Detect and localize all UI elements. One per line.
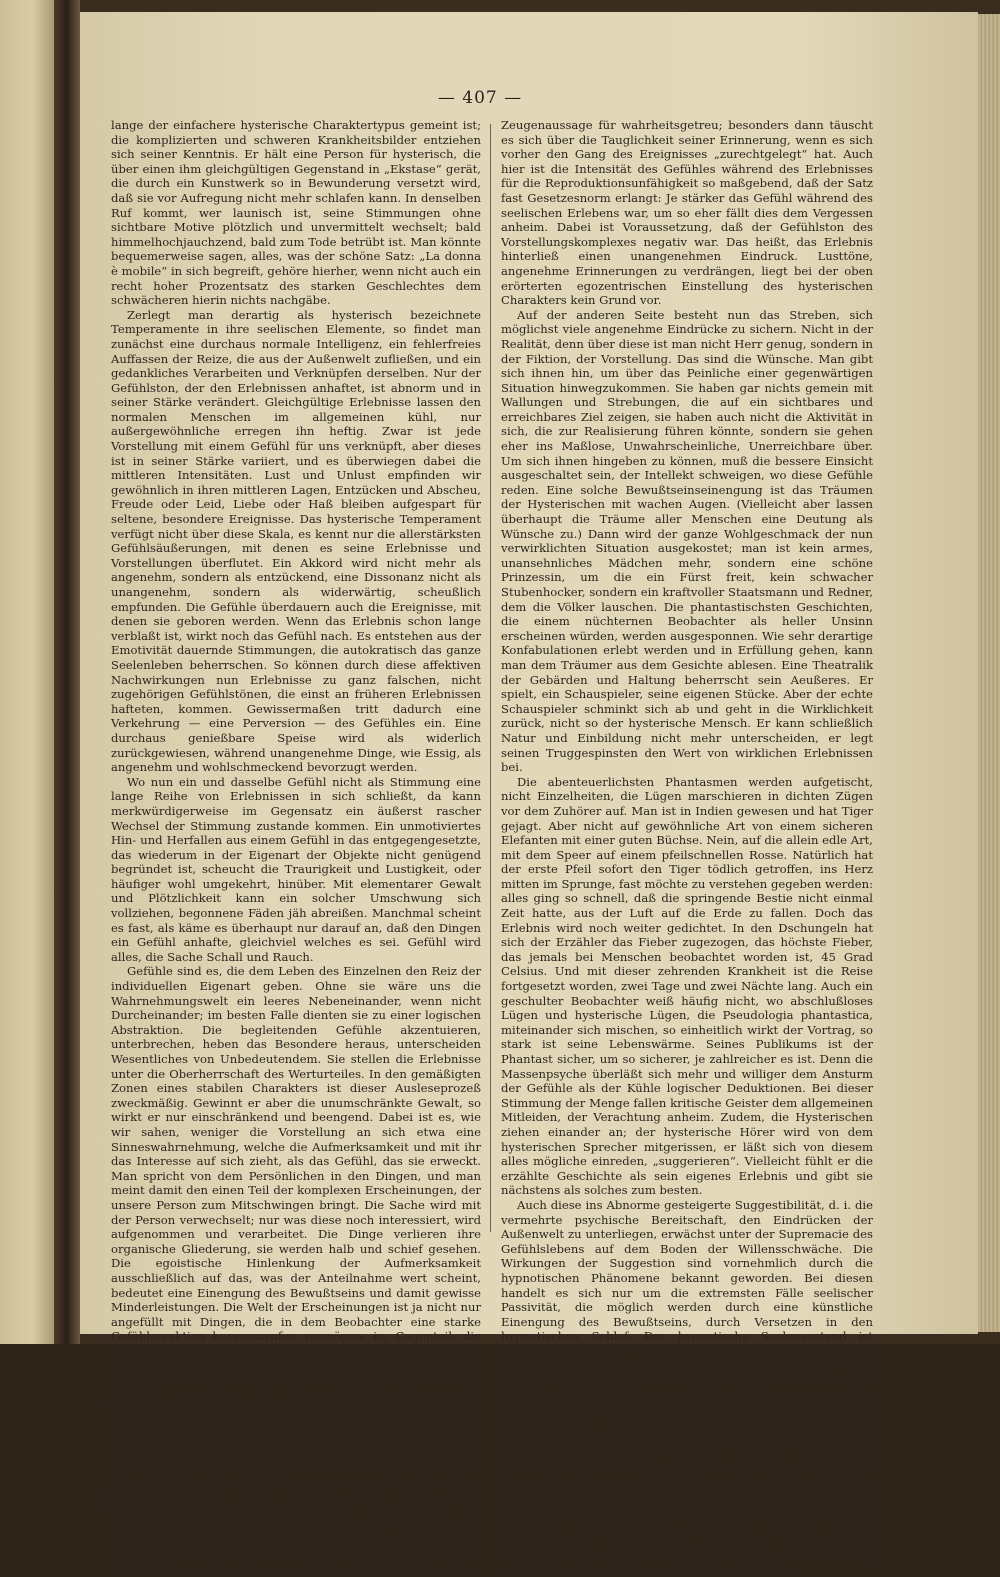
page-number: — 407 —: [437, 88, 523, 108]
paragraph: Auf der anderen Seite besteht nun das Streben, sich möglichst viele angenehme Eindrücke zu sichern. Nicht in der Realität, denn über diese ist man nicht Herr genug, sondern in der Fiktion, der Vorstellung. Das sind die Wünsche. Man gibt sich ihnen hin, um über das Peinliche einer gegenwärtigen Situation hinwegzukommen. Sie haben gar nichts gemein mit Wallungen und Strebungen, die auf ein sichtbares und erreichbares Ziel zeigen, sie haben auch nicht die Aktivität in sich, die zur Realisierung führen könnte, sondern sie gehen eher ins Maßlose, Unwahrscheinliche, Unerreichbare über. Um sich ihnen hingeben zu können, muß die bessere Einsicht ausgeschaltet sein, der Intellekt schweigen, wo diese Gefühle reden. Eine solche Bewußtseinseinengung ist das Träumen der Hysterischen mit wachen Augen. (Vielleicht aber lassen überhaupt die Träume aller Menschen eine Deutung als Wünsche zu.) Dann wird der ganze Wohlgeschmack der nun verwirklichten Situation ausgekostet; man ist kein armes, unansehnliches Mädchen mehr, sondern eine schöne Prinzessin, um die ein Fürst freit, kein schwacher Stubenhocker, sondern ein kraftvoller Staatsmann und Redner, dem die Völker lauschen. Die phantastischsten Geschichten, die einem nüchternen Beobachter als heller Unsinn erscheinen würden, werden ausgesponnen. Wie sehr derartige Konfabulationen erlebt werden und in Erfüllung gehen, kann man dem Träumer aus dem Gesichte ablesen. Eine Theatralik der Gebärden und Haltung beherrscht sein Aeußeres. Er spielt, ein Schauspieler, seine eigenen Stücke. Aber der echte Schauspieler schminkt sich ab und geht in die Wirklichkeit zurück, nicht so der hysterische Mensch. Er kann schließlich Natur und Einbildung nicht mehr unterscheiden, er legt seinen Truggespinsten den Wert von wirklichen Erlebnissen bei.: [501, 307, 873, 775]
text-column-right: [501, 118, 873, 1577]
facing-page-edge: [0, 0, 54, 1344]
page-stack-edge: [978, 14, 1000, 1332]
paragraph: lange der einfachere hysterische Charaktertypus gemeint ist; die komplizierten und schweren Krankheitsbilder entziehen sich seiner Kenntnis. Er hält eine Person für hysterisch, die über einen ihm gleichgültigen Gegenstand in „Ekstase“ gerät, die durch ein Kunstwerk so in Bewunderung versetzt wird, daß sie vor Aufregung nicht mehr schlafen kann. In denselben Ruf kommt, wer launisch ist, seine Stimmungen ohne sichtbare Motive plötzlich und unvermittelt wechselt; bald himmelhochjauchzend, bald zum Tode betrübt ist. Man könnte bequemerweise sagen, alles, was der schöne Satz: „La donna è mobile“ in sich begreift, gehöre hierher, wenn nicht auch ein recht hoher Prozentsatz des starken Geschlechtes dem schwächeren hierin nichts nachgäbe.: [111, 118, 481, 308]
text-column-left: [111, 118, 481, 1577]
paragraph: Die abenteuerlichsten Phantasmen werden aufgetischt, nicht Einzelheiten, die Lügen marschieren in dichten Zügen vor dem Zuhörer auf. Man ist in Indien gewesen und hat Tiger gejagt. Aber nicht auf gewöhnliche Art von einem sicheren Elefanten mit einer guten Büchse. Nein, auf die allein edle Art, mit dem Speer auf einem pfeilschnellen Rosse. Natürlich hat der erste Pfeil sofort den Tiger tödlich getroffen, ins Herz mitten im Sprunge, fast möchte zu verstehen gegeben werden: alles ging so schnell, daß die springende Bestie nicht einmal Zeit hatte, aus der Luft auf die Erde zu fallen. Doch das Erlebnis wird noch weiter gedichtet. In den Dschungeln hat sich der Erzähler das Fieber zugezogen, das höchste Fieber, das jemals bei Menschen beobachtet worden ist, 45 Grad Celsius. Und mit dieser zehrenden Krankheit ist die Reise fortgesetzt worden, zwei Tage und zwei Nächte lang. Auch ein geschulter Beobachter weiß häufig nicht, wo abschlußloses Lügen und hysterische Lügen, die Pseudologia phantastica, miteinander sich mischen, so einheitlich wirkt der Vortrag, so stark ist seine Lebenswärme. Seines Publikums ist der Phantast sicher, um so sicherer, je zahlreicher es ist. Denn die Massenpsyche überläßt sich mehr und williger dem Ansturm der Gefühle als der Kühle logischer Deduktionen. Bei dieser Stimmung der Menge fallen kritische Geister dem allgemeinen Mitleiden, der Verachtung anheim. Zudem, die Hysterischen ziehen einander an; der hysterische Hörer wird von dem hysterischen Sprecher mitgerissen, er läßt sich von diesem alles mögliche einreden, „suggerieren“. Vielleicht fühlt er die erzählte Geschichte als sein eigenes Erlebnis und gibt sie nächstens als solches zum besten.: [501, 774, 873, 1198]
book-gutter: [54, 0, 80, 1344]
paragraph: Zeugenaussage für wahrheitsgetreu; besonders dann täuscht es sich über die Tauglichkeit seiner Erinnerung, wenn es sich vorher den Gang des Ereignisses „zurechtgelegt“ hat. Auch hier ist die Intensität des Gefühles während des Erlebnisses für die Reproduktionsunfähigkeit so maßgebend, daß der Satz fast Gesetzesnorm erlangt: Je stärker das Gefühl während des seelischen Erlebens war, um so eher fällt dies dem Vergessen anheim. Dabei ist Voraussetzung, daß der Gefühlston des Vorstellungskomplexes negativ war. Das heißt, das Erlebnis hinterließ einen unangenehmen Eindruck. Lusttöne, angenehme Erinnerungen zu verdrängen, liegt bei der oben erörterten egozentrischen Einstellung des hysterischen Charakters kein Grund vor.: [501, 118, 873, 308]
paragraph: Zerlegt man derartig als hysterisch bezeichnete Temperamente in ihre seelischen Elemente, so findet man zunächst eine durchaus normale Intelligenz, ein fehlerfreies Auffassen der Reize, die aus der Außenwelt zufließen, und ein gedankliches Verarbeiten und Verknüpfen derselben. Nur der Gefühlston, der den Erlebnissen anhaftet, ist abnorm und in seiner Stärke verändert. Gleichgültige Erlebnisse lassen den normalen Menschen im allgemeinen kühl, nur außergewöhnliche erregen ihn heftig. Zwar ist jede Vorstellung mit einem Gefühl für uns verknüpft, aber dieses ist in seiner Stärke variiert, und es überwiegen dabei die mittleren Intensitäten. Lust und Unlust empfinden wir gewöhnlich in ihren mittleren Lagen, Entzücken und Abscheu, Freude oder Leid, Liebe oder Haß bleiben aufgespart für seltene, besondere Ereignisse. Das hysterische Temperament verfügt nicht über diese Skala, es kennt nur die allerstärksten Gefühlsäußerungen, mit denen es seine Erlebnisse und Vorstellungen überflutet. Ein Akkord wird nicht mehr als angenehm, sondern als entzückend, eine Dissonanz nicht als unangenehm, sondern als widerwärtig, scheußlich empfunden. Die Gefühle überdauern auch die Ereignisse, mit denen sie geboren werden. Wenn das Erlebnis schon lange verblaßt ist, wirkt noch das Gefühl nach. Es entstehen aus der Emotivität dauernde Stimmungen, die autokratisch das ganze Seelenleben beherrschen. So können durch diese affektiven Nachwirkungen nun Erlebnisse zu ganz falschen, nicht zugehörigen Gefühlstönen, die einst an früheren Erlebnissen hafteten, kommen. Gewissermaßen tritt dadurch eine Verkehrung — eine Perversion — des Gefühles ein. Eine durchaus genießbare Speise wird als widerlich zurückgewiesen, während unangenehme Dinge, wie Essig, als angenehm und wohlschmeckend bevorzugt werden.: [111, 307, 481, 775]
paragraph: Gefühle sind es, die dem Leben des Einzelnen den Reiz der individuellen Eigenart geben. Ohne sie wäre uns die Wahrnehmungswelt ein leeres Nebeneinander, wenn nicht Durcheinander; im besten Falle dienten sie zu einer logischen Abstraktion. Die begleitenden Gefühle akzentuieren, unterbrechen, heben das Besondere heraus, unterscheiden Wesentliches von Unbedeutendem. Sie stellen die Erlebnisse unter die Oberherrschaft des Werturteiles. In den gemäßigten Zonen eines stabilen Charakters ist dieser Ausleseprozeß zweckmäßig. Gewinnt er aber die unumschränkte Gewalt, so wirkt er nur einschränkend und beengend. Dabei ist es, wie wir sahen, weniger die Vorstellung an sich etwa eine Sinneswahrnehmung, welche die Aufmerksamkeit und mit ihr das Interesse auf sich zieht, als das Gefühl, das sie erweckt. Man spricht von dem Persönlichen in den Dingen, und man meint damit den einen Teil der komplexen Erscheinungen, der unsere Person zum Mitschwingen bringt. Die Sache wird mit der Person verwechselt; nur was diese noch interessiert, wird aufgenommen und verarbeitet. Die Dinge verlieren ihre organische Gliederung, sie werden halb und schief gesehen. Die egoistische Hinlenkung der Aufmerksamkeit ausschließlich auf das, was der Anteilnahme wert scheint, bedeutet eine Einengung des Bewußtseins und damit gewisse Minderleistungen. Die Welt der Erscheinungen ist ja nicht nur angefüllt mit Dingen, die in dem Beobachter eine starke Gefühlsreaktion hervorzurufen vermögen, im Gegenteil, die meisten tragen den Stempel mehr oder minder großer Indifferenz an sich. Die Wahrnehmung einer Anzahl dieser Dinge entfällt dem hysterisch eingeengten Bewußtsein. Dadurch entstehen in der zeitlichen Folge der Wahrnehmungen und Vorstellungen Lücken, die fast wie Intelligenzdefekte sich ausnehmen, während, wie schon oben gesagt, tatsächlich die Intelligenz normal ist, sehr häufig aber sogar den Durchschnitt überragt. Diese Lücken entgehen der Denkarbeit nicht. Sie trachtet sie auszufüllen. Aber die Füllsel sind nicht die realen Erlebnisse gewesen, sondern sie stellen fiktive Elemente dar. Dadurch wird der ganze Vorstellungskomplex verfälscht. Das äußert sich am häufigsten im täglichen Leben in einer mangelhaften Reproduktionsfähigkeit von Erlebnissen, in hysterischen Lügen. Das Individuum ist dabei sich durchaus nicht bewußt, eine Fälschung zu begehen, es hält seinen Bericht, etwa eine: [111, 964, 481, 1577]
paragraph: Auch diese ins Abnorme gesteigerte Suggestibilität, d. i. die vermehrte psychische Bereitschaft, den Eindrücken der Außenwelt zu unterliegen, erwächst unter der Supremacie des Gefühlslebens auf dem Boden der Willensschwäche. Die Wirkungen der Suggestion sind vornehmlich durch die hypnotischen Phänomene bekannt geworden. Bei diesen handelt es sich nur um die extremsten Fälle seelischer Passivität, die möglich werden durch eine künstliche Einengung des Bewußtseins, durch Versetzen in den hypnotischen Schlaf. Der hypnotische Seelenzustand ist wahrscheinlich nur eine quantitative Steigerung des hysterischen. Auch der scheinbar wache Hysteriker — wir haben oben gezeigt, daß dieser Wachzustand nur scheinbar besteht — ist Einredungen und Vorspiegelungen von außen auf das Leichteste zugänglich. Vieles beeinflußt ihn, was auf den normalen Menschen gar nicht wirkt, Besonders Kuriositäten und Absonderlichkeiten, die er beobachtet und die seine Gefühle in Wallung bringen, ziehen die Aufmerksamkeit auf sich, daß er sie wirklich wiedererlebt. So kommen Imitationen von Erlebnissen zustande: Krampfanfälle, die an irgend einem Kranken beobachtet worden sind, werden nachgeahmt, oder, ein harmloseres Beispiel, Gebärden, Haltung, Ausdrucksweise, Stimme, Tonfall eines imponierenden Menschen werden angenommen. Vorbedingung ist immer nur, daß die auslösende Vorstellung gefühlsbesetzt war. Wenn auch all diese Sonderbar-: [501, 1197, 873, 1577]
column-divider: [490, 124, 491, 1232]
paragraph: Wo nun ein und dasselbe Gefühl nicht als Stimmung eine lange Reihe von Erlebnissen in sich schließt, da kann merkwürdigerweise im Gegensatz ein äußerst rascher Wechsel der Stimmung zustande kommen. Ein unmotiviertes Hin- und Herfallen aus einem Gefühl in das entgegengesetzte, das wiederum in der Eigenart der Objekte nicht genügend begründet ist, scheucht die Traurigkeit und Lustigkeit, oder häufiger wohl umgekehrt, hinüber. Mit elementarer Gewalt und Plötzlichkeit kann ein solcher Umschwung sich vollziehen, begonnene Fäden jäh abreißen. Manchmal scheint es fast, als käme es überhaupt nur darauf an, daß den Dingen ein Gefühl anhafte, gleichviel welches es sei. Gefühl wird alles, die Sache Schall und Rauch.: [111, 774, 481, 964]
